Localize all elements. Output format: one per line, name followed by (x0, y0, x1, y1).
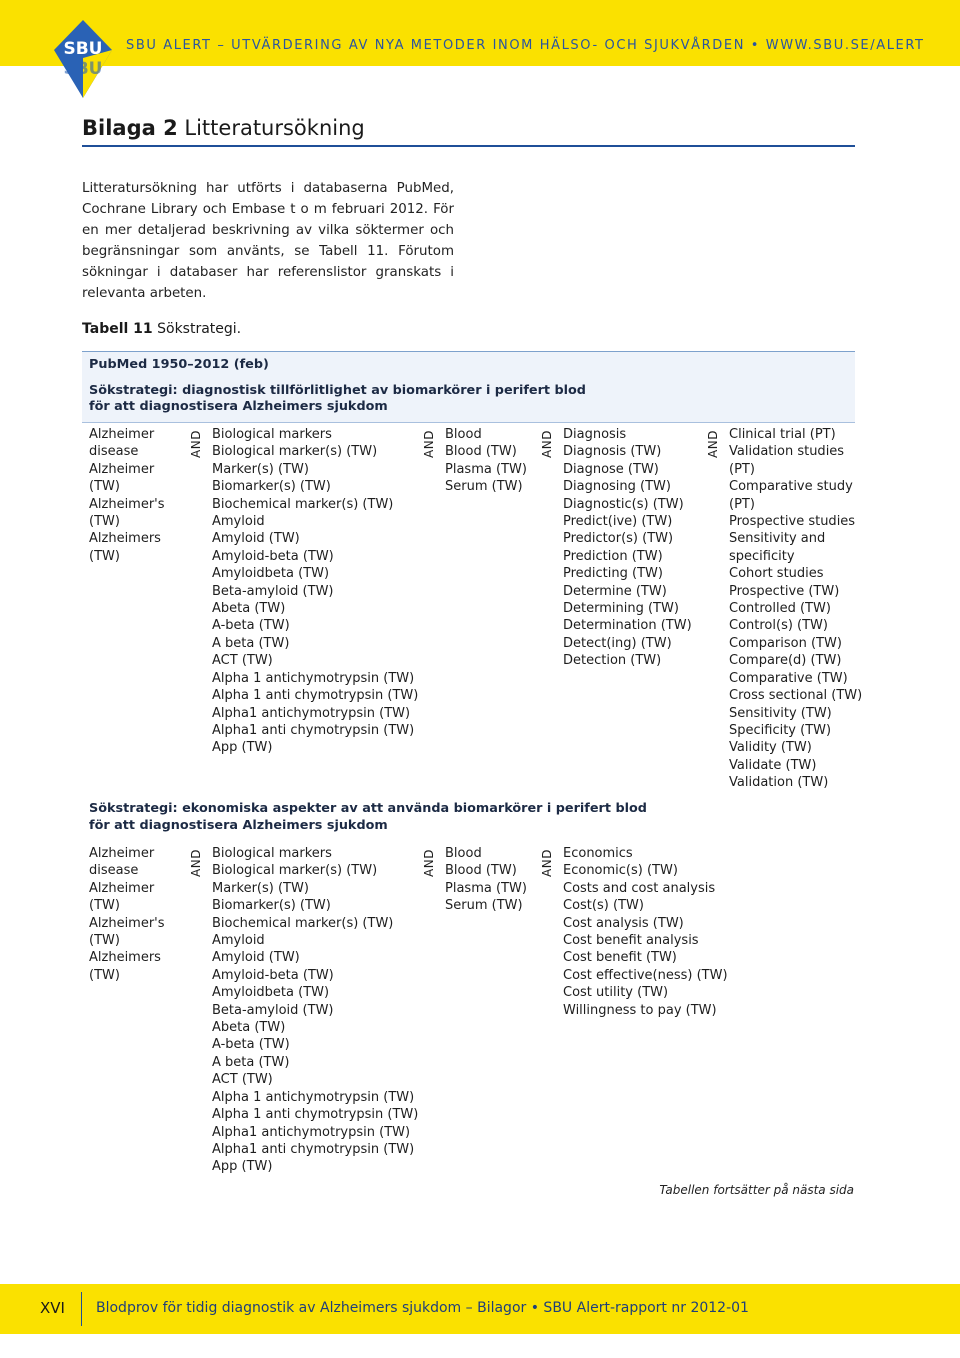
search-term: Alzheimers (89, 950, 161, 966)
search-term: disease (89, 863, 139, 879)
search-term: Alzheimer (89, 427, 155, 442)
search-term: Costs and cost analysis (563, 880, 716, 896)
search-term: Biological markers (212, 846, 332, 861)
search-term: Validation studies (729, 444, 845, 460)
search-term: Alpha1 anti chymotrypsin (TW) (212, 1141, 415, 1157)
search-term: Biological markers (212, 427, 332, 442)
search-term: Diagnosis (563, 427, 627, 442)
search-term: Alzheimer (89, 461, 155, 477)
search-term: A beta (TW) (212, 1054, 290, 1070)
search-term: Comparative (TW) (729, 670, 848, 686)
search-term: Blood (TW) (445, 444, 517, 460)
search-term: Prospective studies (729, 514, 856, 530)
search-term: Blood (445, 427, 482, 442)
search-term: Abeta (TW) (212, 601, 286, 617)
search-term: Detect(ing) (TW) (563, 635, 672, 651)
search-term: Alzheimer (89, 880, 155, 896)
search-term: Beta-amyloid (TW) (212, 1002, 334, 1018)
database-header-row (82, 352, 855, 379)
logo-text-reflection: SBU (63, 59, 103, 79)
strategy-1-heading-line1: Sökstrategi: diagnostisk tillförlitlighet av biomarkörer i perifert blod (89, 383, 586, 398)
search-term: Prediction (TW) (563, 548, 663, 564)
header-bar (0, 0, 960, 66)
search-term: Diagnose (TW) (563, 461, 659, 477)
database-header: PubMed 1950–2012 (feb) (89, 357, 269, 372)
and-operator: AND (422, 430, 436, 458)
search-term: Validity (TW) (729, 740, 812, 756)
search-term: Alpha 1 antichymotrypsin (TW) (212, 1089, 415, 1105)
and-operator: AND (422, 849, 436, 877)
search-term: A-beta (TW) (212, 1037, 290, 1053)
search-term: disease (89, 444, 139, 460)
search-term: (TW) (89, 514, 120, 530)
title-prefix: Bilaga 2 (82, 116, 178, 140)
search-term: Amyloid (TW) (212, 531, 300, 547)
page-title (82, 116, 365, 140)
search-term: Alpha 1 anti chymotrypsin (TW) (212, 1107, 419, 1123)
search-term: Cost effective(ness) (TW) (563, 967, 728, 983)
search-term: Marker(s) (TW) (212, 880, 309, 896)
search-term: Alpha1 antichymotrypsin (TW) (212, 705, 411, 721)
search-term: Cost utility (TW) (563, 985, 669, 1001)
search-term: Cost analysis (TW) (563, 915, 684, 931)
search-term: Cohort studies (729, 566, 824, 582)
page-number: XVI (40, 1299, 65, 1317)
search-term: Validation (TW) (729, 775, 829, 791)
strategy-2-heading-line2: för att diagnostisera Alzheimers sjukdom (89, 817, 388, 833)
search-term: Alzheimer (89, 846, 155, 861)
strategy-1-heading-line2: för att diagnostisera Alzheimers sjukdom (89, 399, 388, 414)
strategy-2-blood-terms (445, 845, 527, 915)
search-term: Biomarker(s) (TW) (212, 898, 331, 914)
search-term: Economic(s) (TW) (563, 863, 678, 879)
search-term: Cost benefit (TW) (563, 950, 677, 966)
search-term: (TW) (89, 967, 120, 983)
search-term: specificity (729, 548, 795, 564)
and-operator: AND (189, 430, 203, 458)
search-term: Sensitivity (TW) (729, 705, 832, 721)
search-term: Comparative study (729, 479, 853, 495)
search-term: Alzheimers (89, 531, 161, 547)
search-term: Marker(s) (TW) (212, 461, 309, 477)
header-tagline: SBU ALERT – UTVÄRDERING AV NYA METODER INOM HÄLSO- OCH SJUKVÅRDEN • WWW.SBU.SE/ALERT (126, 38, 925, 53)
search-term: Abeta (TW) (212, 1020, 286, 1036)
strategy-2-economics-terms (563, 845, 728, 1019)
search-term: Blood (445, 846, 482, 861)
continued-note: Tabellen fortsätter på nästa sida (659, 1183, 854, 1197)
and-operator: AND (189, 849, 203, 877)
search-term: Serum (TW) (445, 898, 523, 914)
search-term: Alzheimer's (89, 915, 165, 931)
title-text: Litteratursökning (184, 116, 365, 140)
strategy-1-header-row (82, 378, 855, 423)
strategy-2-heading (89, 801, 647, 834)
caption-text: Sökstrategi. (157, 321, 242, 337)
and-operator: AND (540, 849, 554, 877)
search-term: (PT) (729, 496, 755, 512)
search-term: Amyloidbeta (TW) (212, 566, 330, 582)
caption-label: Tabell 11 (82, 321, 153, 337)
search-term: App (TW) (212, 1159, 273, 1175)
search-term: Controlled (TW) (729, 601, 831, 617)
search-term: Biochemical marker(s) (TW) (212, 915, 394, 931)
and-operator: AND (540, 430, 554, 458)
search-term: Amyloid (212, 933, 265, 949)
strategy-1-blood-terms (445, 426, 527, 496)
strategy-2-disease-terms (89, 845, 165, 984)
search-term: A-beta (TW) (212, 618, 290, 634)
search-term: Determination (TW) (563, 618, 692, 634)
search-term: Serum (TW) (445, 479, 523, 495)
search-term: Prospective (TW) (729, 583, 840, 599)
footer-bar (0, 1284, 960, 1334)
search-term: Cost(s) (TW) (563, 898, 644, 914)
search-term: Detection (TW) (563, 653, 662, 669)
strategy-1-disease-terms (89, 426, 165, 565)
sbu-logo (52, 18, 114, 100)
search-term: Amyloid (TW) (212, 950, 300, 966)
search-term: (PT) (729, 461, 755, 477)
search-term: Biochemical marker(s) (TW) (212, 496, 394, 512)
search-term: A beta (TW) (212, 635, 290, 651)
search-term: Plasma (TW) (445, 880, 527, 896)
search-term: Amyloid-beta (TW) (212, 967, 334, 983)
search-term: Diagnosis (TW) (563, 444, 662, 460)
strategy-1-marker-terms (212, 426, 418, 757)
search-term: Compare(d) (TW) (729, 653, 842, 669)
search-term: Diagnosing (TW) (563, 479, 671, 495)
strategy-2-heading-line1: Sökstrategi: ekonomiska aspekter av att använda biomarkörer i perifert blod (89, 801, 647, 816)
search-term: Specificity (TW) (729, 722, 832, 738)
search-term: Cost benefit analysis (563, 933, 699, 949)
search-term: Clinical trial (PT) (729, 427, 836, 442)
search-term: Amyloid (212, 514, 265, 530)
strategy-2-marker-terms (212, 845, 418, 1176)
search-term: Control(s) (TW) (729, 618, 828, 634)
search-term: Blood (TW) (445, 863, 517, 879)
search-term: Amyloidbeta (TW) (212, 985, 330, 1001)
search-term: Biological marker(s) (TW) (212, 444, 378, 460)
search-term: Economics (563, 846, 633, 861)
search-term: ACT (TW) (212, 653, 273, 669)
search-term: Predicting (TW) (563, 566, 663, 582)
search-term: Biomarker(s) (TW) (212, 479, 331, 495)
search-term: Determine (TW) (563, 583, 667, 599)
footer-text: Blodprov för tidig diagnostik av Alzheimers sjukdom – Bilagor • SBU Alert-rapport nr 2012-01 (96, 1300, 749, 1316)
strategy-1-diagnosis-terms (563, 426, 692, 670)
search-term: ACT (TW) (212, 1072, 273, 1088)
search-term: Predictor(s) (TW) (563, 531, 674, 547)
search-term: (TW) (89, 933, 120, 949)
title-divider (82, 145, 855, 147)
table-caption (82, 321, 241, 337)
search-term: Sensitivity and (729, 531, 826, 547)
search-term: (TW) (89, 898, 120, 914)
and-operator: AND (706, 430, 720, 458)
search-term: Amyloid-beta (TW) (212, 548, 334, 564)
search-term: (TW) (89, 548, 120, 564)
search-term: (TW) (89, 479, 120, 495)
search-term: Willingness to pay (TW) (563, 1002, 717, 1018)
search-term: Beta-amyloid (TW) (212, 583, 334, 599)
search-term: Diagnostic(s) (TW) (563, 496, 684, 512)
search-term: Plasma (TW) (445, 461, 527, 477)
search-term: Validate (TW) (729, 757, 817, 773)
search-term: Determining (TW) (563, 601, 679, 617)
footer-divider (81, 1292, 82, 1326)
search-term: Alpha1 anti chymotrypsin (TW) (212, 722, 415, 738)
search-term: Alpha 1 anti chymotrypsin (TW) (212, 688, 419, 704)
search-term: Predict(ive) (TW) (563, 514, 673, 530)
search-term: Cross sectional (TW) (729, 688, 863, 704)
search-term: Alpha1 antichymotrypsin (TW) (212, 1124, 411, 1140)
search-term: App (TW) (212, 740, 273, 756)
strategy-1-study-terms (729, 426, 862, 792)
intro-paragraph: Litteratursökning har utförts i databaserna PubMed, Cochrane Library och Embase t o m februari 2012. För en mer detaljerad beskrivning av vilka söktermer och begränsningar som använts, se Tabell 11. Förutom sökningar i databaser har referenslistor granskats i relevanta arbeten. (82, 181, 454, 301)
search-term: Biological marker(s) (TW) (212, 863, 378, 879)
search-term: Alzheimer's (89, 496, 165, 512)
search-term: Comparison (TW) (729, 635, 842, 651)
logo-text: SBU (63, 39, 103, 59)
search-term: Alpha 1 antichymotrypsin (TW) (212, 670, 415, 686)
